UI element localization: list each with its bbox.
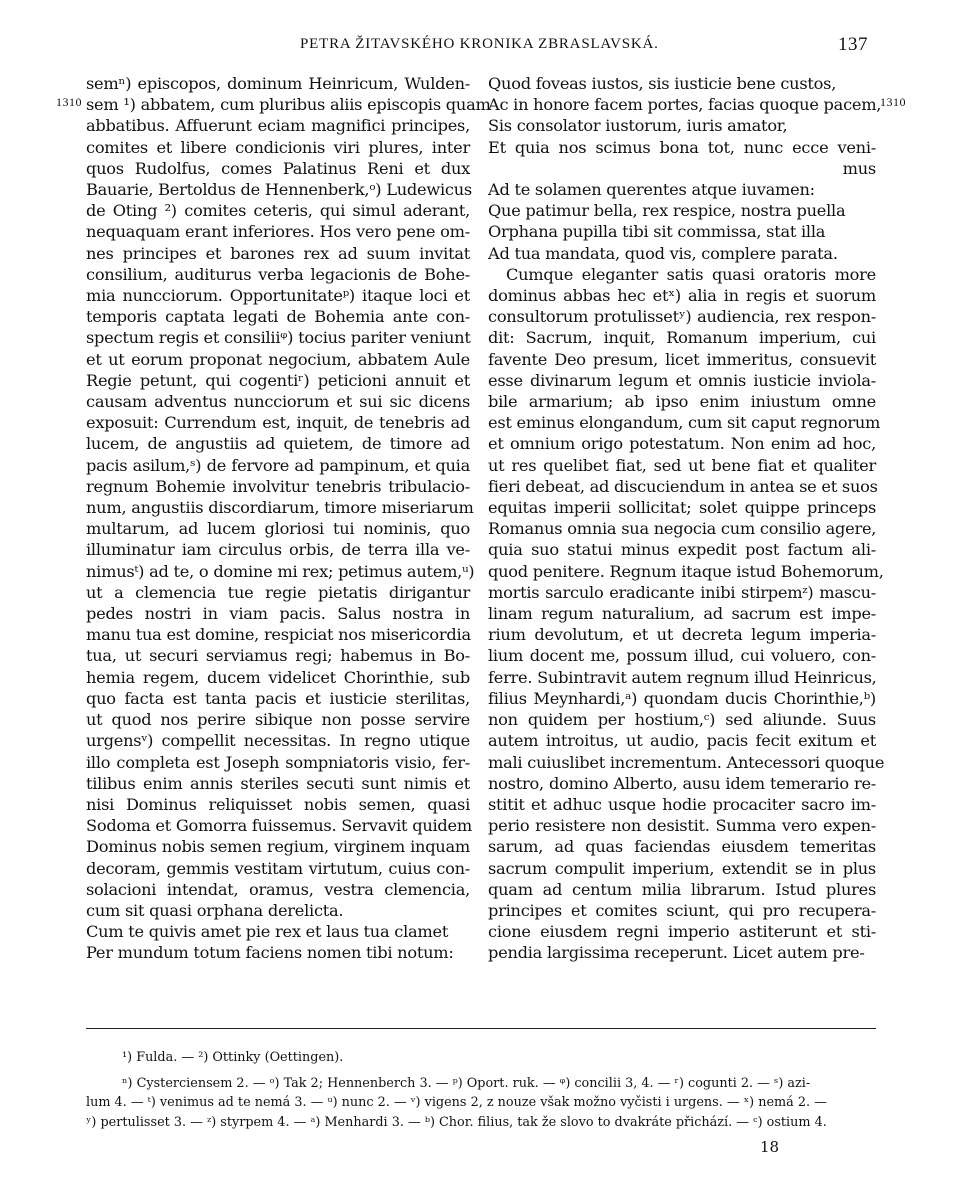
text-line: Que patimur bella, rex respice, nostra puella — [488, 201, 846, 221]
text-line: Quod foveas iustos, sis iusticie bene custos, — [488, 74, 837, 93]
text-line: regnum Bohemie involvitur tenebris tribulacio- — [86, 476, 470, 496]
text-line: quia suo statui minus expedit post factum ali- — [488, 540, 876, 560]
text-line: temporis captata legati de Bohemia ante con- — [86, 307, 470, 327]
text-line: fieri debeat, ad discuciendum in antea se et suos — [488, 476, 878, 496]
text-line: de Oting ²) comites ceteris, qui simul aderant, — [86, 201, 470, 221]
sheet-signature: 18 — [760, 1138, 780, 1156]
text-line: non quidem per hostium,ᶜ) sed aliunde. Suus — [488, 710, 876, 730]
text-line: Bauarie, Bertoldus de Hennenberk,ᵒ) Ludewicus — [86, 180, 472, 200]
text-line: Sis consolator iustorum, iuris amator, — [488, 116, 788, 136]
running-head — [0, 36, 960, 58]
margin-year-right: 1310 — [880, 95, 906, 109]
text-line: manu tua est domine, respiciat nos misericordia — [86, 625, 471, 645]
footnote-line: ¹) Fulda. — ²) Ottinky (Oettingen). — [122, 1050, 344, 1065]
text-line: exposuit: Currendum est, inquit, de tenebris ad — [86, 413, 470, 433]
text-line: favente Deo presum, licet immeritus, consuevit — [488, 349, 876, 369]
text-line: stitit et adhuc usque hodie procaciter sacro im- — [488, 794, 876, 814]
text-line: principes et comites sciunt, qui pro recupera- — [488, 900, 876, 920]
text-line: dit: Sacrum, inquit, Romanum imperium, cui — [488, 328, 876, 348]
text-line: quam ad centum milia librarum. Istud plures — [488, 879, 876, 899]
text-line: lucem, de angustiis ad quietem, de timore ad — [86, 434, 470, 454]
text-line: Cumque eleganter satis quasi oratoris more — [506, 264, 876, 284]
text-line: nequaquam erant inferiores. Hos vero pene om- — [86, 222, 470, 242]
text-line: Cum te quivis amet pie rex et laus tua clamet — [86, 922, 449, 942]
text-line: semⁿ) episcopos, dominum Heinricum, Wulden- — [86, 74, 470, 93]
right-column — [488, 73, 885, 964]
text-line: ut res quelibet fiat, sed ut bene fiat et qualiter — [488, 455, 876, 475]
text-line: decoram, gemmis vestitam virtutum, cuius con- — [86, 858, 470, 878]
text-line: pendia largissima receperunt. Licet autem pre- — [488, 943, 865, 963]
text-line: sarum, ad quas faciendas eiusdem temeritas — [488, 837, 876, 857]
text-line: cum sit quasi orphana derelicta. — [86, 900, 344, 920]
text-line: Orphana pupilla tibi sit commissa, stat illa — [488, 222, 826, 242]
text-line: ut a clemencia tue regie pietatis dirigantur — [86, 582, 470, 602]
text-line: consultorum protulissetʸ) audiencia, rex respon- — [488, 307, 876, 327]
text-line: quos Rudolfus, comes Palatinus Reni et dux — [86, 158, 470, 178]
text-line: perio resistere non desistit. Summa vero expen- — [488, 816, 876, 836]
text-line: linam regum naturalium, ad sacrum est impe- — [488, 604, 876, 624]
footnote-divider — [86, 1028, 876, 1029]
text-line: Per mundum totum faciens nomen tibi notum: — [86, 943, 454, 963]
text-line: num, angustiis discordiarum, timore miseriarum — [86, 498, 474, 518]
text-line: bile armarium; ab ipso enim iniustum omne — [488, 392, 876, 412]
text-line: mia nuncciorum. Opportunitateᵖ) itaque loci et — [86, 286, 470, 306]
text-line: Ad tua mandata, quod vis, complere parata. — [488, 243, 838, 263]
page-number: 137 — [838, 34, 868, 55]
text-line: lium docent me, possum illud, cui voluero, con- — [488, 646, 876, 666]
footnote-line: lum 4. — ᵗ) venimus ad te nemá 3. — ᵘ) nunc 2. — ᵛ) vigens 2, z nouze však možno vyčisti i urgens. — ˣ) nemá 2. — — [86, 1095, 827, 1110]
text-line: Sodoma et Gomorra fuissemus. Servavit quidem — [86, 816, 472, 836]
text-line: nimusᵗ) ad te, o domine mi rex; petimus autem,ᵘ) — [86, 561, 475, 581]
text-line: mortis sarculo eradicante inibi stirpemᶻ) mascu- — [488, 582, 876, 602]
text-line: nostro, domino Alberto, ausu idem temerario re- — [488, 773, 876, 793]
text-line: sacrum compulit imperium, extendit se in plus — [488, 858, 876, 878]
left-column — [86, 73, 491, 964]
text-line: multarum, ad lucem gloriosi tui nominis, quo — [86, 519, 470, 539]
text-line: abbatibus. Affuerunt eciam magnifici principes, — [86, 116, 470, 136]
text-line: illo completa est Joseph sompniatoris visio, fer- — [86, 752, 470, 772]
text-line: Regie petunt, qui cogentiʳ) peticioni annuit et — [86, 370, 470, 390]
text-line: ut quod nos perire sibique non posse servire — [86, 710, 470, 730]
footnote-line: ⁿ) Cysterciensem 2. — ᵒ) Tak 2; Hennenberch 3. — ᵖ) Oport. ruk. — ᵠ) concilii 3, 4. — ʳ) cogunti 2. — ˢ) azi- — [122, 1075, 811, 1091]
footnotes — [86, 1048, 876, 1132]
text-line: Dominus nobis semen regium, virginem inquam — [86, 837, 470, 857]
text-line: urgensᵛ) compellit necessitas. In regno utique — [86, 731, 470, 751]
text-line: mali cuiuslibet incrementum. Antecessori quoque — [488, 752, 885, 772]
text-line: pedes nostri in viam pacis. Salus nostra in — [86, 604, 470, 624]
text-line: consilium, auditurus verba legacionis de Bohe- — [86, 264, 470, 284]
text-line: est eminus elongandum, cum sit caput regnorum — [488, 413, 881, 433]
text-line: dominus abbas hec etˣ) alia in regis et suorum — [488, 286, 876, 306]
text-line: Et quia nos scimus bona tot, nunc ecce veni- — [488, 137, 876, 157]
text-line: pacis asilum,ˢ) de fervore ad pampinum, et quia — [86, 455, 470, 475]
text-line: tua, ut securi serviamus regi; habemus in Bo- — [86, 646, 470, 666]
text-line: quo facta est tanta pacis et iusticie sterilitas, — [86, 688, 470, 708]
text-line: quod penitere. Regnum itaque istud Bohemorum, — [488, 561, 884, 581]
text-line: Romanus omnia sua negocia cum consilio agere, — [488, 519, 877, 539]
text-line: hemia regem, ducem videlicet Chorinthie, sub — [86, 667, 470, 687]
text-line: Ac in honore facem portes, facias quoque pacem, — [488, 95, 882, 115]
text-line: sem ¹) abbatem, cum pluribus aliis episcopis quam — [86, 95, 491, 115]
text-line: esse divinarum legum et omnis iusticie inviola- — [488, 370, 876, 390]
text-line: causam adventus nuncciorum et sui sic dicens — [86, 392, 470, 412]
text-line: filius Meynhardi,ᵃ) quondam ducis Chorinthie,ᵇ) — [488, 688, 876, 708]
text-line: et omnium origo potestatum. Non enim ad hoc, — [488, 434, 876, 454]
text-line: Ad te solamen querentes atque iuvamen: — [488, 180, 815, 200]
text-line: tilibus enim annis steriles secuti sunt nimis et — [86, 773, 470, 793]
text-line: et ut eorum proponat negocium, abbatem Aule — [86, 349, 470, 369]
text-line: ferre. Subintravit autem regnum illud Heinricus, — [488, 667, 877, 687]
text-line: comites et libere condicionis viri plures, inter — [86, 137, 470, 157]
running-title: PETRA ŽITAVSKÉHO KRONIKA ZBRASLAVSKÁ. — [300, 36, 659, 52]
margin-year-left: 1310 — [56, 95, 82, 109]
text-line: autem introitus, ut audio, pacis fecit exitum et — [488, 731, 876, 751]
text-line: spectum regis et consiliiᵠ) tocius pariter veniunt — [86, 328, 471, 348]
text-line: mus — [842, 158, 876, 178]
text-line: illuminatur iam circulus orbis, de terra illa ve- — [86, 540, 470, 560]
text-line: solacioni intendat, oramus, vestra clemencia, — [86, 879, 470, 899]
text-line: cione eiusdem regni imperio astiterunt et sti- — [488, 922, 876, 942]
text-line: nisi Dominus reliquisset nobis semen, quasi — [86, 794, 470, 814]
text-line: equitas imperii sollicitat; solet quippe princeps — [488, 498, 876, 518]
footnote-line: ʸ) pertulisset 3. — ᶻ) styrpem 4. — ᵃ) Menhardi 3. — ᵇ) Chor. filius, tak že slovo to dvakráte přichází. — ᶜ) ostium 4. — [86, 1114, 827, 1130]
text-line: nes principes et barones rex ad suum invitat — [86, 243, 470, 263]
text-line: rium devolutum, et ut decreta legum imperia- — [488, 625, 876, 645]
